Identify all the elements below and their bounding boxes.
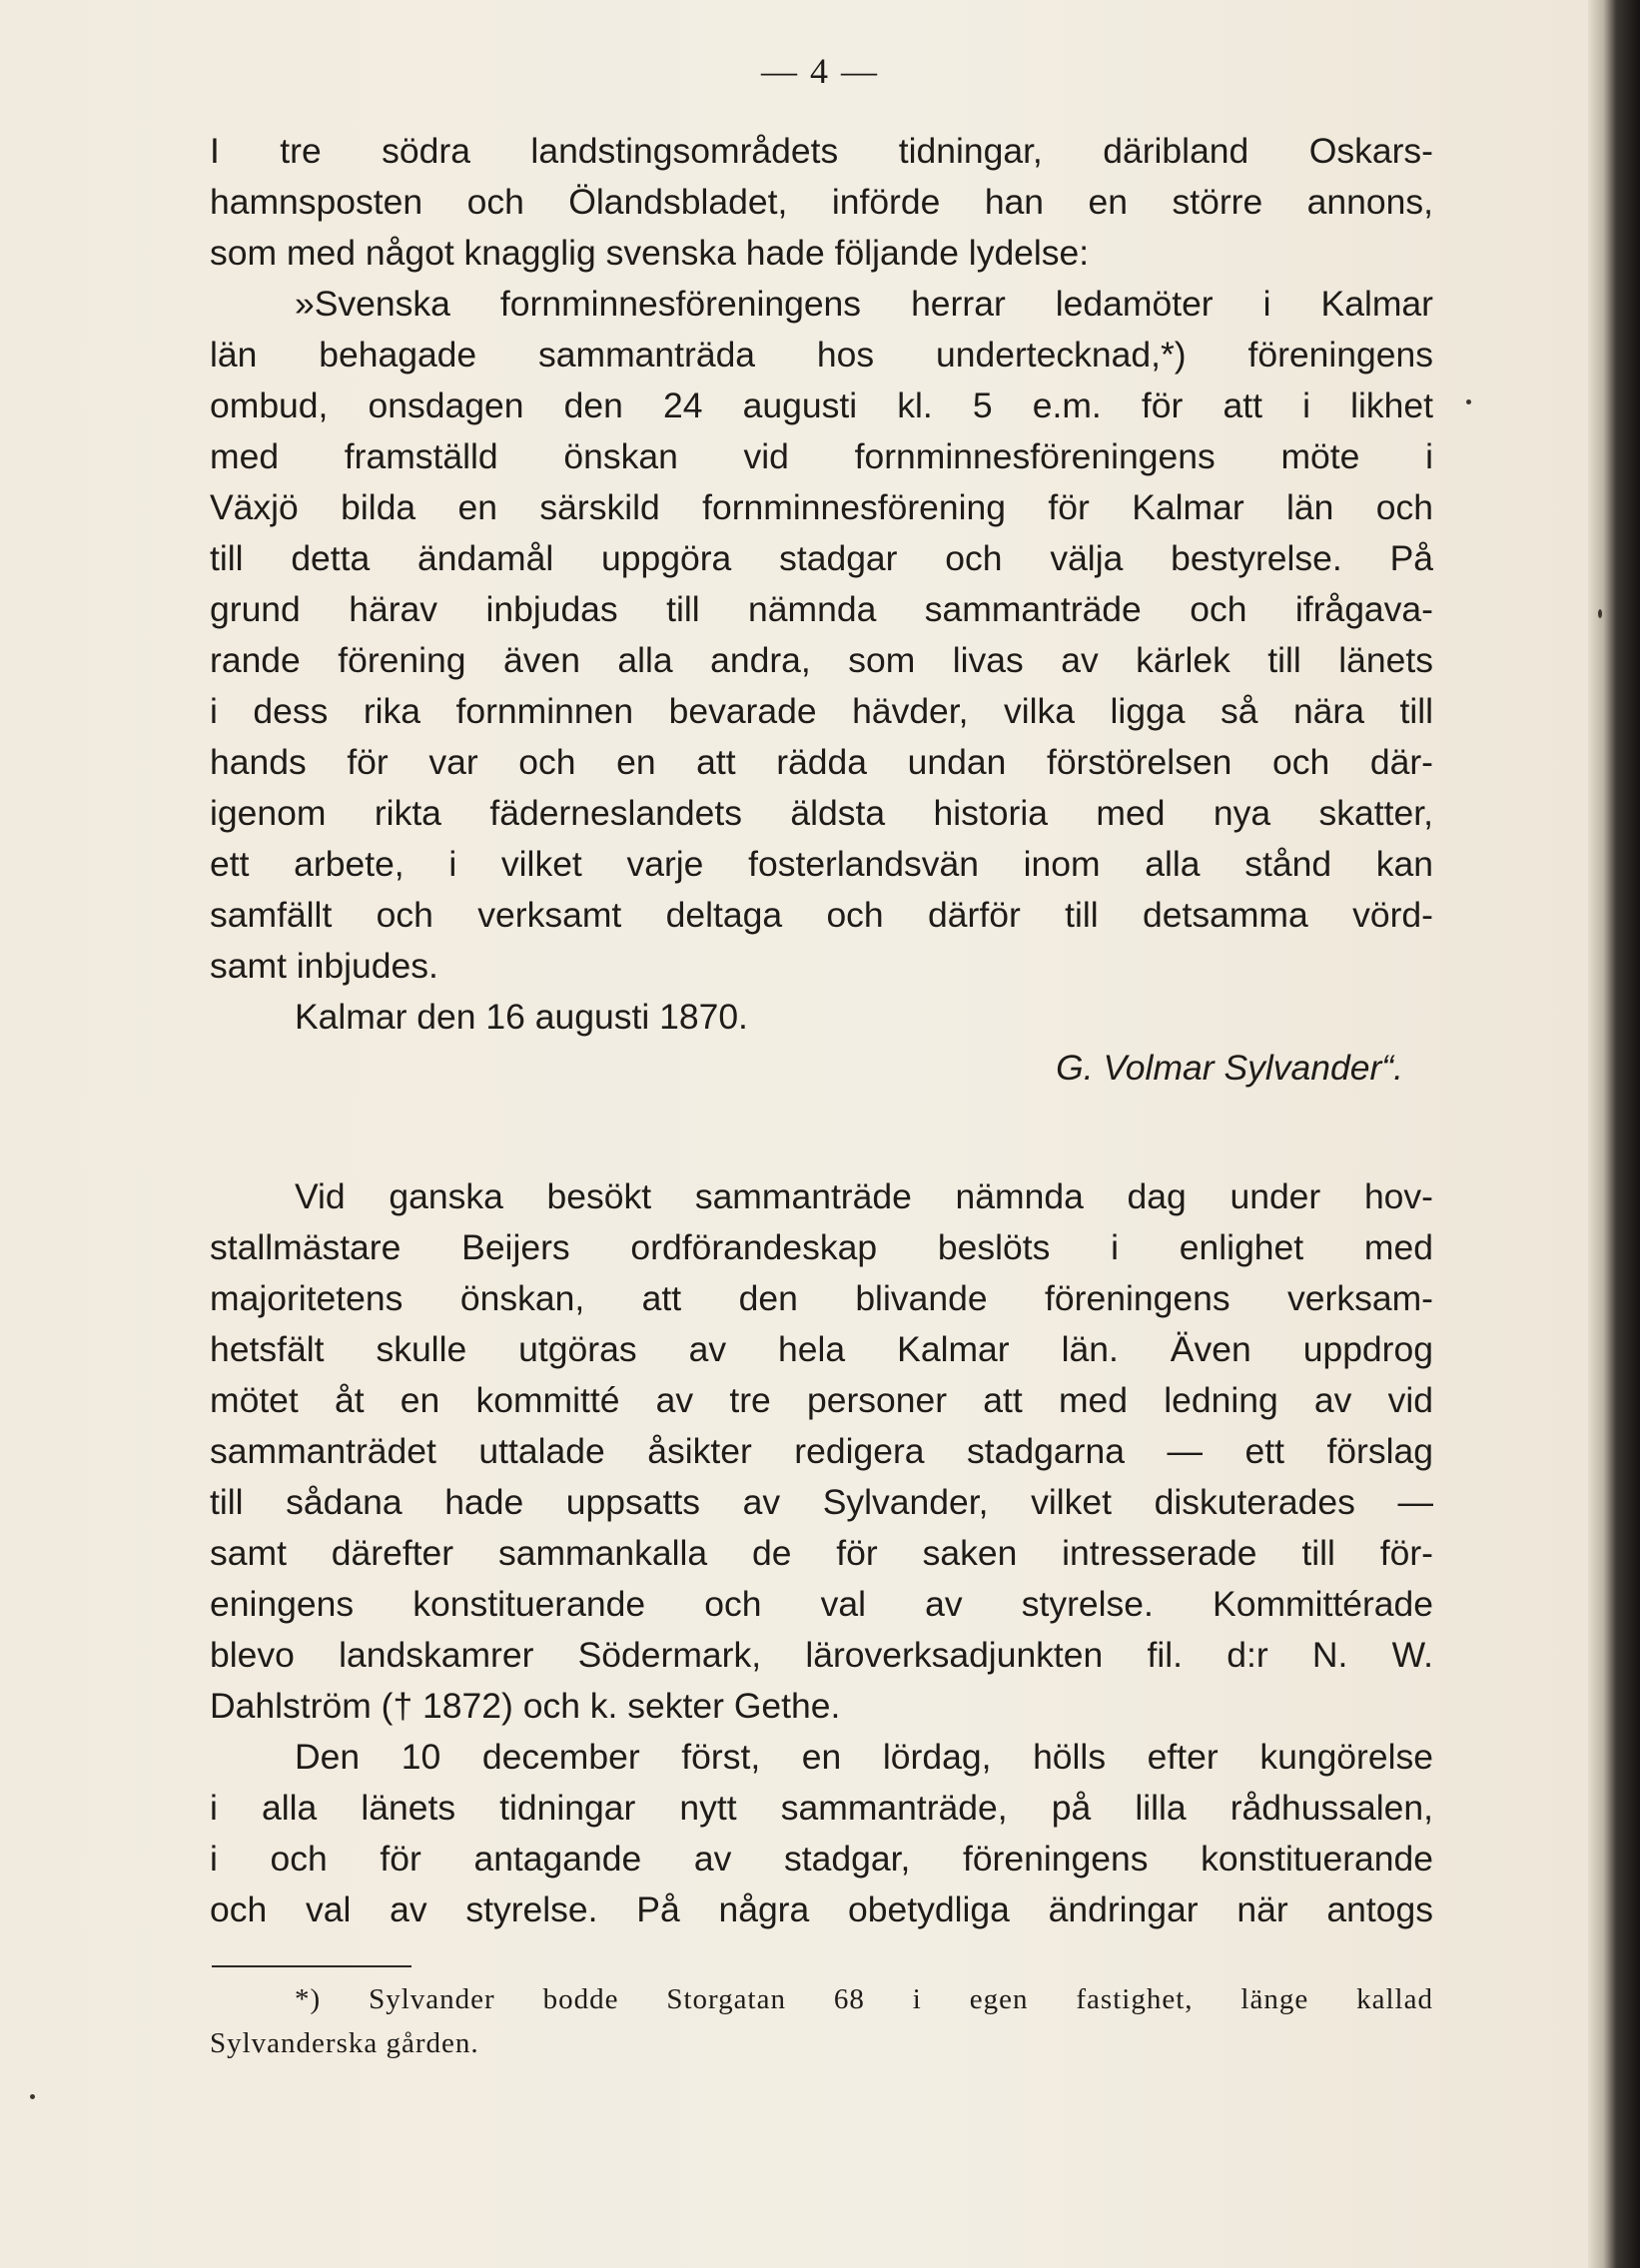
book-binding-edge (1588, 0, 1640, 2268)
quote-line: med framställd önskan vid fornminnesföreningens möte i (210, 436, 1433, 476)
quote-line: Växjö bilda en särskild fornminnesförening för Kalmar län och (210, 487, 1433, 527)
text-line: I tre södra landstingsområdets tidningar, däribland Oskars- (210, 131, 1433, 171)
footnote-line: Sylvanderska gården. (210, 2027, 479, 2059)
text-line: Den 10 december först, en lördag, hölls efter kungörelse (295, 1737, 1433, 1777)
text-line: stallmästare Beijers ordförandeskap beslöts i enlighet med (210, 1227, 1433, 1267)
paragraph-gap (210, 1094, 1433, 1171)
text-line: och val av styrelse. På några obetydliga ändringar när antogs (210, 1890, 1433, 1929)
text-line: som med något knagglig svenska hade följande lydelse: (210, 233, 1090, 273)
text-line: Dahlström († 1872) och k. sekter Gethe. (210, 1686, 841, 1726)
quote-line: till detta ändamål uppgöra stadgar och välja bestyrelse. På (210, 538, 1433, 578)
quote-line: »Svenska fornminnesföreningens herrar ledamöter i Kalmar (295, 284, 1433, 324)
text-line: Vid ganska besökt sammanträde nämnda dag under hov- (295, 1176, 1433, 1216)
footnote-line: *) Sylvander bodde Storgatan 68 i egen fastighet, länge kallad (295, 1983, 1433, 2015)
quote-line: igenom rikta fäderneslandets äldsta historia med nya skatter, (210, 793, 1433, 833)
page-number: — 4 — (761, 51, 879, 91)
text-line: mötet åt en kommitté av tre personer att med ledning av vid (210, 1380, 1433, 1420)
footnote (210, 1977, 1433, 2065)
quote-line: rande förening även alla andra, som livas av kärlek till länets (210, 640, 1433, 680)
text-line: i och för antagande av stadgar, föreningens konstituerande (210, 1839, 1433, 1879)
quote-line: hands för var och en att rädda undan förstörelsen och där- (210, 742, 1433, 782)
quote-line: grund härav inbjudas till nämnda sammanträde och ifrågava- (210, 589, 1433, 629)
text-line: hetsfält skulle utgöras av hela Kalmar län. Även uppdrog (210, 1329, 1433, 1369)
text-line: hamnsposten och Ölandsbladet, införde han en större annons, (210, 182, 1433, 222)
quote-line: samt inbjudes. (210, 946, 438, 986)
text-line: blevo landskamrer Södermark, läroverksadjunkten fil. d:r N. W. (210, 1635, 1433, 1675)
footnote-rule (212, 1965, 411, 1967)
body-text (210, 126, 1433, 1935)
text-line: samt därefter sammankalla de för saken intresserade till för- (210, 1533, 1433, 1573)
paper-speck (30, 2094, 35, 2099)
quote-line: ombud, onsdagen den 24 augusti kl. 5 e.m. för att i likhet (210, 385, 1433, 425)
paper-speck (1598, 609, 1602, 618)
text-line: eningens konstituerande och val av styrelse. Kommittérade (210, 1584, 1433, 1624)
quote-line: samfällt och verksamt deltaga och därför till detsamma vörd- (210, 895, 1433, 935)
text-line: till sådana hade uppsatts av Sylvander, vilket diskuterades — (210, 1482, 1433, 1522)
quote-line: ett arbete, i vilket varje fosterlandsvän inom alla stånd kan (210, 844, 1433, 884)
text-line: majoritetens önskan, att den blivande föreningens verksam- (210, 1278, 1433, 1318)
text-line: sammanträdet uttalade åsikter redigera stadgarna — ett förslag (210, 1431, 1433, 1471)
text-line: i alla länets tidningar nytt sammanträde, på lilla rådhussalen, (210, 1788, 1433, 1828)
quote-line: i dess rika fornminnen bevarade hävder, vilka ligga så nära till (210, 691, 1433, 731)
dateline: Kalmar den 16 augusti 1870. (295, 997, 748, 1037)
paper-speck (1466, 399, 1471, 404)
signature: G. Volmar Sylvander“. (1056, 1048, 1403, 1088)
quote-line: län behagade sammanträda hos undertecknad,*) föreningens (210, 335, 1433, 375)
